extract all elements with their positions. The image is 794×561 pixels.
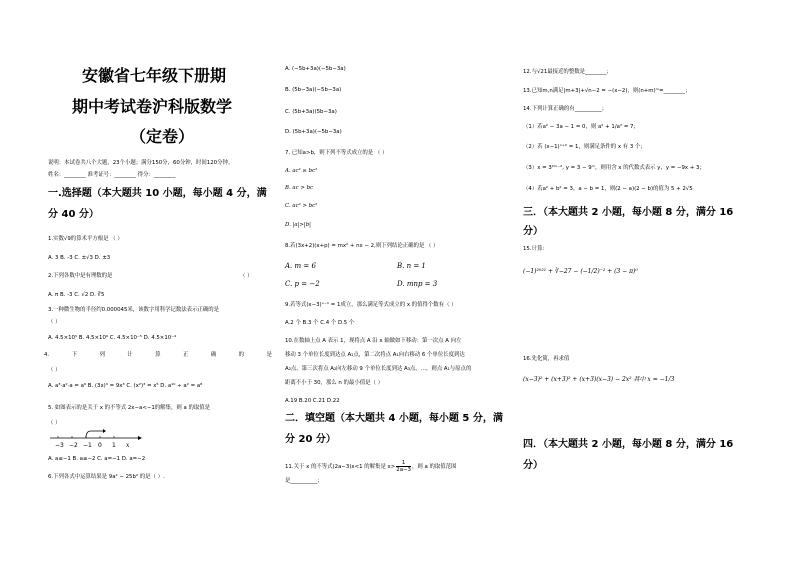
q4-char: 的	[238, 352, 245, 358]
section-2-heading-cont: 分 20 分）	[285, 434, 336, 445]
question-7: 7. 已知a>b，则下列不等式成立的是 （ ）	[285, 150, 388, 156]
question-14-item-1: （1）若a² − 3a − 1 = 0，则 a² + 1/a² = 7；	[523, 124, 639, 130]
axis-variable-label: x	[126, 442, 130, 449]
question-1: 1.实数√9的算术平方根是 （ ）	[48, 236, 123, 242]
question-6: 6.下列各式中运算结果是 9a² − 25b² 的是（ ）.	[48, 474, 165, 480]
question-6-option-a: A. (−5b+3a)(−5b−3a)	[285, 66, 346, 72]
tick-label: −2	[69, 442, 78, 449]
question-4	[44, 352, 272, 359]
question-15: 15.计算：	[523, 246, 548, 252]
question-8-option-b: B. n = 1	[397, 262, 426, 270]
section-1-heading-cont: 分 40 分）	[48, 209, 99, 220]
question-8-option-a: A. m = 6	[285, 262, 316, 270]
fraction-numerator: 1	[396, 460, 411, 467]
question-5: 5. 如图表示的是关于 x 的不等式 2x−a<−1的解集，则 a 的取值是	[48, 405, 211, 411]
question-6-option-d: D. (5b+3a)(−5b−3a)	[285, 129, 342, 135]
question-16-expression: (x−3)² + (x+3)² + (x+3)(x−3) − 2x² 其中 x = −1/3	[523, 376, 675, 383]
question-11	[285, 460, 456, 473]
column-1	[44, 0, 272, 561]
question-2-options: A. π B. -3 C. √2 D. ∛5	[48, 292, 105, 298]
question-9: 9.若等式(x−3)ˣ⁻¹ = 1成立，那么满足等式成立的 x 的值得个数有（ ）	[285, 302, 457, 308]
question-3: 3.一种微生物的半径约0.000045米，该数字用科学记数法表示正确的是	[48, 307, 220, 313]
question-14: 14.下列计算正确的有__________；	[523, 106, 608, 112]
question-1-options: A. 3 B. -3 C. ±√3 D. ±3	[48, 255, 111, 261]
question-8-option-c: C. p = −2	[285, 280, 320, 288]
solution-ray-arrow	[103, 429, 106, 433]
question-8-option-d: D. mnp = 3	[397, 280, 438, 288]
q4-char: 下	[71, 352, 77, 358]
tick-label: 0	[98, 442, 102, 449]
number-line-figure	[48, 428, 148, 450]
section-1-heading: 一.选择题（本大题共 10 小题，每小题 4 分，满	[48, 188, 267, 199]
question-7-option-b: B. ac > bc	[285, 185, 314, 191]
question-6-option-b: B. (5b−3a)(−5b−3a)	[285, 87, 342, 93]
question-13: 13.已知m,n满足|m+3|+√n−2 = −(x−2)，则(n+m)ᵐ=________；	[523, 88, 691, 94]
question-3-options: A. 4.5×10⁵ B. 4.5×10⁶ C. 4.5×10⁻⁵ D. 4.5×10⁻⁴	[48, 335, 177, 341]
question-14-item-3: （3）x = 3²ᵐ⁻², y = 3 − 9ᵐ，则用含 x 的代数式表示 y，y = −9x + 3；	[523, 165, 705, 171]
question-4-paren: （ ）	[48, 367, 61, 373]
question-7-option-d: D. |a|>|b|	[285, 222, 312, 228]
question-2-paren: （ ）	[240, 273, 253, 279]
section-4-heading-cont: 分）	[523, 460, 543, 471]
q4-char: 正	[182, 352, 189, 358]
question-10-line: 移动 3 个单位长度到达点 A₁点，第二次将点 A₁向右移动 6 个单位长度到达	[285, 352, 465, 358]
question-4-options: A. a³·a²·a = a⁶ B. (3x)³ = 9x³ C. (x²)³ = x⁵ D. a¹⁰ ÷ a² = a⁸	[48, 383, 203, 389]
question-8: 8.若(3x+2)(x+p) = mx² + nx − 2,则下列结论正确的是 （ ）	[285, 243, 439, 249]
section-3-heading: 三．（本大题共 2 小题，每小题 8 分，满分 16	[523, 207, 734, 218]
axis-arrow	[138, 436, 142, 440]
fraction-denominator: 2a−3	[396, 467, 411, 473]
solution-ray	[86, 431, 103, 438]
question-16: 16.先化简，再求值	[523, 356, 570, 362]
fraction	[396, 460, 411, 473]
question-5-options: A. a≤−1 B. a≤−2 C. a=−1 D. a=−2	[48, 456, 146, 462]
tick-label: −1	[83, 442, 92, 449]
question-12: 12.与√21最接近的整数是________；	[523, 69, 612, 75]
tick-label: 1	[112, 442, 116, 449]
question-14-item-2: （2）若 (x−1)ˣ⁺² = 1，则满足条件的 x 有 3 个；	[523, 144, 646, 150]
section-2-heading: 二．填空题（本大题共 4 小题，每小题 5 分，满	[285, 413, 503, 424]
q4-char: 确	[210, 352, 217, 358]
q4-char: 算	[155, 352, 161, 358]
tick-label: −3	[55, 442, 64, 449]
q4-char: 是	[266, 352, 272, 358]
question-3-paren: （ ）	[48, 319, 61, 325]
section-4-heading: 四．（本大题共 2 小题，每小题 8 分，满分 16	[523, 439, 734, 450]
question-9-options: A.2 个 B.3 个 C.4 个 D.5 个	[285, 320, 355, 326]
exam-title-line2: 期中考试卷沪科版数学	[72, 97, 233, 116]
question-11-line-2: 是__________；	[285, 478, 323, 484]
q4-char: 计	[127, 352, 133, 358]
question-5-paren: （ ）	[48, 420, 61, 426]
name-row: 姓名：________ 准考证号：________ 得分：________	[48, 172, 176, 178]
question-11-text: 11.关于 x 的不等式(2a−3)x<1 的解集是 x>	[285, 464, 396, 470]
question-6-option-c: C. (5b+3a)(5b−3a)	[285, 109, 337, 115]
question-7-option-a: A. ac² ≥ bc²	[285, 168, 318, 174]
question-15-expression: (−1)²⁰²¹ + ∛−27 − (−1/2)⁻² + (3 − π)⁰	[523, 268, 638, 275]
question-7-option-c: C. ac² > bc²	[285, 203, 318, 209]
exam-title-line1: 安徽省七年级下册期	[82, 66, 227, 85]
question-10-line: A₂点，第三次将点 A₂向左移动 9 个单位长度到达 A₃点，…，则点 A₁与原点的	[285, 366, 472, 372]
question-10-line: 距离不小于 30，那么 n 的最小值是（ ）	[285, 380, 383, 386]
section-3-heading-cont: 分）	[523, 226, 543, 237]
question-14-item-4: （4）若a² + b² = 3，a − b = 1，则(2 − a)(2 − b)的值为 5 + 2√5	[523, 186, 693, 192]
column-2	[285, 0, 515, 561]
q4-char: 4.	[44, 352, 50, 358]
question-11-tail: ，则 a 的取值范围	[411, 464, 457, 470]
question-10-options: A.19 B.20 C.21 D.22	[285, 398, 340, 404]
column-3	[523, 0, 758, 561]
question-2: 2.下列各数中是有理数的是	[48, 273, 113, 279]
instructions: 说明：本试卷共八个大题，23个小题；满分150分，60分钟，时间120分钟。	[48, 160, 234, 166]
question-10-line: 10.在数轴上点 A 表示 1，现将点 A 沿 x 轴做如下移动：第一次点 A 向左	[285, 338, 462, 344]
q4-char: 列	[99, 352, 105, 358]
exam-title-line3: （定卷）	[130, 127, 195, 146]
